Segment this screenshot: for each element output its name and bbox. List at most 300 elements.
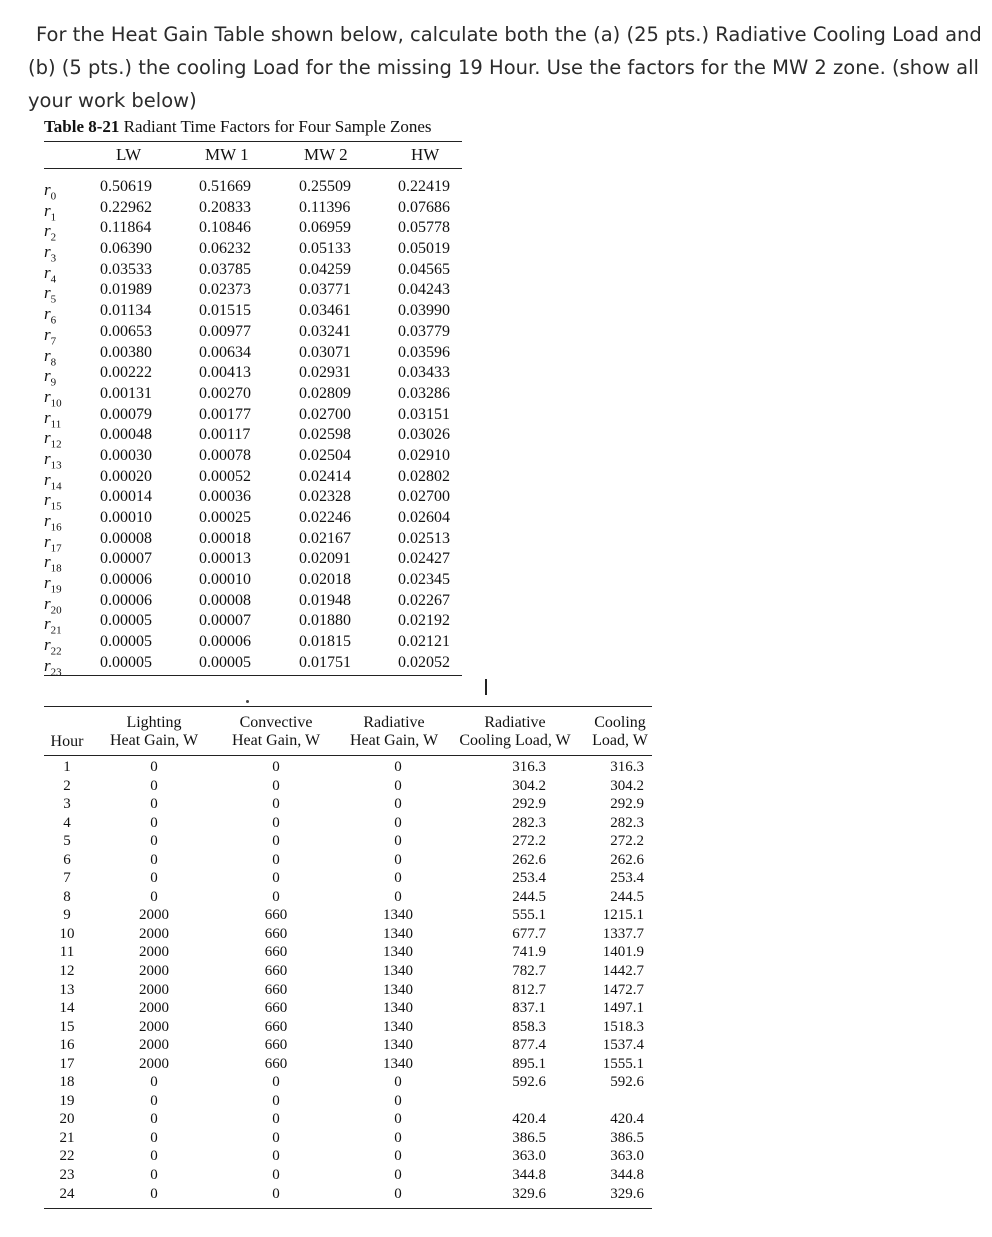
lighting-cell: 0 [150, 1074, 158, 1091]
table-cell: 0.00008 [199, 591, 251, 609]
table-row [44, 488, 462, 513]
row-symbol: r [44, 593, 51, 613]
header-line: Cooling [594, 714, 646, 731]
column-header-lighting [98, 714, 210, 750]
cooling-load-cell: 1401.9 [602, 944, 644, 961]
table-row [44, 446, 462, 472]
cooling-load-cell: 329.6 [610, 1185, 644, 1202]
convective-cell: 0 [272, 870, 280, 887]
table-row [44, 1130, 652, 1149]
radiative-cooling-load-cell: 858.3 [512, 1018, 546, 1035]
table-cell: 0.06390 [100, 240, 152, 258]
column-header-radiative-cooling-load [454, 714, 576, 750]
header-line: Heat Gain, W [349, 732, 439, 749]
radiative-cooling-load-cell: 304.2 [512, 777, 546, 794]
hour-cell: 11 [59, 944, 75, 961]
table-cell: 0.02091 [299, 550, 351, 568]
lighting-cell: 0 [150, 1167, 158, 1184]
radiative-cooling-load-cell: 877.4 [512, 1037, 546, 1054]
convective-cell: 0 [272, 814, 280, 831]
convective-cell: 0 [272, 777, 280, 794]
table-cell: 0.00078 [199, 446, 251, 464]
cooling-load-cell: 1337.7 [602, 925, 644, 942]
table-cell: 0.01751 [299, 653, 351, 671]
radiative-cell: 0 [394, 833, 402, 850]
table-cell: 0.06959 [299, 219, 351, 237]
row-subscript: 6 [50, 314, 57, 327]
column-header-lw: LW [116, 145, 142, 164]
radiative-cell: 0 [394, 1074, 402, 1091]
cooling-load-cell: 1442.7 [602, 963, 644, 980]
table-cell: 0.03286 [398, 384, 450, 402]
text-cursor-mark [485, 679, 487, 695]
table-cell: 0.00653 [100, 322, 152, 340]
table-cell: 0.00131 [100, 384, 152, 402]
row-subscript: 12 [50, 438, 62, 451]
radiative-cell: 1340 [383, 1055, 413, 1072]
table-cell: 0.00270 [199, 384, 251, 402]
table-cell: 0.05778 [398, 219, 450, 237]
row-symbol: r [44, 655, 51, 675]
column-header-radiative [338, 714, 450, 750]
table-cell: 0.00177 [199, 405, 251, 423]
row-symbol: r [44, 283, 51, 303]
table-cell: 0.04259 [299, 260, 351, 278]
column-header-convective [220, 714, 332, 750]
convective-cell: 0 [272, 888, 280, 905]
hour-cell: 24 [59, 1185, 75, 1202]
radiative-cooling-load-cell: 344.8 [512, 1167, 546, 1184]
radiative-cooling-load-cell: 272.2 [512, 833, 546, 850]
radiative-cooling-load-cell: 895.1 [512, 1055, 546, 1072]
row-symbol: r [44, 345, 51, 365]
radiative-cooling-load-cell: 677.7 [512, 925, 546, 942]
table-row [44, 1000, 652, 1019]
radiative-cell: 0 [394, 888, 402, 905]
table-row [44, 364, 462, 389]
cooling-load-cell: 304.2 [610, 777, 644, 794]
table-cell: 0.05019 [398, 240, 450, 258]
cooling-load-cell: 1537.4 [602, 1037, 644, 1054]
hour-cell: 16 [59, 1037, 75, 1054]
table-cell: 0.05133 [299, 240, 351, 258]
column-header-mw2: MW 2 [304, 145, 348, 164]
table-cell: 0.02345 [398, 571, 450, 589]
table-cell: 0.02809 [299, 384, 351, 402]
convective-cell: 0 [272, 1092, 280, 1109]
hour-cell: 12 [59, 963, 75, 980]
row-subscript: 20 [50, 604, 62, 617]
radiative-cell: 1340 [383, 981, 413, 998]
table-row [44, 1037, 652, 1056]
table-row [44, 778, 652, 797]
table-cell: 0.00020 [100, 467, 152, 485]
table-row [44, 796, 652, 815]
header-line: Load, W [592, 732, 648, 749]
table-row [44, 591, 462, 617]
table-cell: 0.00380 [100, 343, 152, 361]
table-cell: 0.00014 [100, 488, 152, 506]
table-row [44, 322, 462, 348]
table-row [44, 633, 462, 658]
row-subscript: 19 [50, 583, 62, 596]
radiant-time-factors-table [44, 117, 462, 679]
row-symbol: r [44, 242, 51, 262]
convective-cell: 0 [272, 833, 280, 850]
convective-cell: 0 [272, 1074, 280, 1091]
table-row [44, 852, 652, 871]
cooling-load-cell: 1472.7 [602, 981, 644, 998]
table-cell: 0.00977 [199, 322, 251, 340]
table-cell: 0.03990 [398, 302, 450, 320]
hour-cell: 5 [63, 833, 71, 850]
table-cell: 0.01134 [100, 302, 152, 320]
hour-cell: 8 [63, 888, 71, 905]
table-row [44, 260, 462, 286]
convective-cell: 0 [272, 851, 280, 868]
row-symbol: r [44, 552, 51, 572]
row-symbol: r [44, 448, 51, 468]
table-caption [44, 117, 462, 141]
cooling-load-cell: 1497.1 [602, 1000, 644, 1017]
radiative-cell: 1340 [383, 1018, 413, 1035]
radiative-cooling-load-cell: 292.9 [512, 796, 546, 813]
hour-cell: 20 [59, 1111, 75, 1128]
radiative-cell: 0 [394, 1167, 402, 1184]
table-cell: 0.02018 [299, 571, 351, 589]
row-symbol: r [44, 573, 51, 593]
row-subscript: 13 [50, 459, 62, 472]
table-cell: 0.02598 [299, 426, 351, 444]
table-row [44, 1186, 652, 1205]
table-cell: 0.02267 [398, 591, 450, 609]
convective-cell: 0 [272, 1167, 280, 1184]
header-line: Lighting [126, 714, 182, 731]
header-line: Convective [239, 714, 313, 731]
row-symbol: r [44, 324, 51, 344]
table-cell: 0.02802 [398, 467, 450, 485]
lighting-cell: 0 [150, 796, 158, 813]
table-cell: 0.02513 [398, 529, 450, 547]
table-cell: 0.02373 [199, 281, 251, 299]
radiative-cooling-load-cell: 420.4 [512, 1111, 546, 1128]
table-row [44, 907, 652, 926]
row-subscript: 2 [50, 231, 57, 244]
table-row [44, 889, 652, 908]
row-symbol: r [44, 490, 51, 510]
table-cell: 0.02604 [398, 509, 450, 526]
radiative-cooling-load-cell: 592.6 [512, 1074, 546, 1091]
heat-gain-table [44, 706, 652, 1209]
convective-cell: 0 [272, 1129, 280, 1146]
convective-cell: 0 [272, 1111, 280, 1128]
table-cell: 0.02328 [299, 488, 351, 506]
table-row [44, 571, 462, 596]
table-cell: 0.02052 [398, 653, 450, 671]
table-row [44, 612, 462, 637]
table-cell: 0.00007 [199, 612, 251, 630]
table-row [44, 1148, 652, 1167]
row-symbol: r [44, 469, 51, 489]
lighting-cell: 2000 [139, 981, 169, 998]
table-cell: 0.00117 [199, 426, 251, 444]
radiative-cooling-load-cell: 244.5 [512, 888, 546, 905]
table-cell: 0.03771 [299, 281, 351, 299]
radiative-cell: 0 [394, 759, 402, 775]
table-cell: 0.03071 [299, 343, 351, 361]
radiative-cell: 0 [394, 796, 402, 813]
table-row [44, 870, 652, 889]
cooling-load-cell: 316.3 [610, 759, 644, 775]
convective-cell: 660 [264, 981, 288, 998]
table-cell: 0.03433 [398, 364, 450, 382]
table-cell: 0.02427 [398, 550, 450, 568]
lighting-cell: 0 [150, 1148, 158, 1165]
lighting-cell: 0 [150, 888, 158, 905]
cooling-load-cell: 1518.3 [602, 1018, 644, 1035]
table-cell: 0.25509 [299, 178, 351, 195]
row-subscript: 14 [50, 480, 62, 493]
radiative-cell: 1340 [383, 944, 413, 961]
table-cell: 0.06232 [199, 240, 251, 258]
table-cell: 0.02167 [299, 529, 351, 547]
radiative-cell: 0 [394, 777, 402, 794]
table-cell: 0.01815 [299, 633, 351, 651]
table-row [44, 1167, 652, 1186]
row-subscript: 15 [50, 500, 62, 513]
cooling-load-cell: 363.0 [610, 1148, 644, 1165]
hour-cell: 17 [59, 1055, 75, 1072]
row-symbol: r [44, 614, 51, 634]
row-symbol: r [44, 304, 51, 324]
table-cell: 0.01989 [100, 281, 152, 299]
radiative-cooling-load-cell: 782.7 [512, 963, 546, 980]
radiative-cooling-load-cell: 253.4 [512, 870, 546, 887]
cooling-load-cell: 344.8 [610, 1167, 644, 1184]
table-cell: 0.04243 [398, 281, 450, 299]
table-row [44, 281, 462, 306]
row-symbol: r [44, 386, 51, 406]
table-cell: 0.00222 [100, 364, 152, 382]
table-row [44, 467, 462, 493]
lighting-cell: 2000 [139, 944, 169, 961]
table-rule [44, 675, 462, 676]
convective-cell: 660 [264, 907, 288, 924]
radiative-cell: 1340 [383, 963, 413, 980]
cooling-load-cell: 592.6 [610, 1074, 644, 1091]
column-header-hw: HW [411, 145, 440, 164]
radiative-cell: 0 [394, 1111, 402, 1128]
lighting-cell: 0 [150, 1092, 158, 1109]
column-header-hour: Hour [50, 733, 84, 750]
table-cell: 0.00018 [199, 529, 251, 547]
table-cell: 0.03779 [398, 322, 450, 340]
table-cell: 0.07686 [398, 198, 450, 216]
lighting-cell: 0 [150, 1185, 158, 1202]
row-subscript: 22 [50, 645, 62, 658]
radiative-cell: 1340 [383, 1037, 413, 1054]
table-cell: 0.01880 [299, 612, 351, 630]
table-row [44, 405, 462, 430]
row-subscript: 4 [50, 273, 57, 286]
table-cell: 0.03241 [299, 322, 351, 340]
lighting-cell: 2000 [139, 1000, 169, 1017]
table-row [44, 653, 462, 679]
question-line: your work below) [28, 89, 197, 112]
table-cell: 0.04565 [398, 260, 450, 278]
radiative-cooling-load-cell: 837.1 [512, 1000, 546, 1017]
table-cell: 0.00010 [100, 509, 152, 526]
table-cell: 0.00036 [199, 488, 251, 506]
hour-cell: 13 [59, 981, 75, 998]
radiative-cooling-load-cell: 363.0 [512, 1148, 546, 1165]
table-row [44, 982, 652, 1001]
lighting-cell: 2000 [139, 1018, 169, 1035]
hour-cell: 9 [63, 907, 71, 924]
table-row [44, 1093, 652, 1112]
convective-cell: 0 [272, 1148, 280, 1165]
row-symbol: r [44, 635, 51, 655]
table-row [44, 384, 462, 410]
row-subscript: 5 [50, 293, 57, 306]
convective-cell: 0 [272, 759, 280, 775]
table-cell: 0.02192 [398, 612, 450, 630]
hour-cell: 2 [63, 777, 71, 794]
row-symbol: r [44, 221, 51, 241]
hour-cell: 19 [59, 1092, 75, 1109]
table-cell: 0.20833 [199, 198, 251, 216]
hour-cell: 23 [59, 1167, 75, 1184]
table-rule [44, 1208, 652, 1209]
table-cell: 0.00005 [199, 653, 251, 671]
row-symbol: r [44, 180, 51, 199]
lighting-cell: 0 [150, 759, 158, 775]
table-row [44, 944, 652, 963]
row-symbol: r [44, 511, 51, 530]
table-row [44, 1056, 652, 1075]
table-cell: 0.03461 [299, 302, 351, 320]
cooling-load-cell: 292.9 [610, 796, 644, 813]
hour-cell: 1 [63, 759, 71, 775]
cooling-load-cell: 262.6 [610, 851, 644, 868]
table-cell: 0.03151 [398, 405, 450, 423]
table-row [44, 815, 652, 834]
table-cell: 0.03026 [398, 426, 450, 444]
radiative-cell: 0 [394, 1148, 402, 1165]
table-body [44, 169, 462, 679]
table-cell: 0.02246 [299, 509, 351, 526]
table-cell: 0.03596 [398, 343, 450, 361]
header-line: Heat Gain, W [109, 732, 199, 749]
convective-cell: 660 [264, 1018, 288, 1035]
table-cell: 0.50619 [100, 178, 152, 195]
header-line: Heat Gain, W [231, 732, 321, 749]
row-symbol: r [44, 366, 51, 386]
radiative-cooling-load-cell: 386.5 [512, 1129, 546, 1146]
header-line: Radiative [484, 714, 546, 731]
lighting-cell: 0 [150, 1111, 158, 1128]
hour-cell: 14 [59, 1000, 75, 1017]
row-symbol: r [44, 200, 51, 220]
radiative-cell: 1340 [383, 907, 413, 924]
row-symbol: r [44, 407, 51, 427]
table-row [44, 1111, 652, 1130]
hour-cell: 4 [63, 814, 71, 831]
row-subscript: 0 [50, 190, 57, 203]
question-line: (b) (5 pts.) the cooling Load for the missing 19 Hour. Use the factors for the MW 2 zone. (show all [28, 56, 979, 79]
hour-cell: 6 [63, 851, 71, 868]
table-row [44, 963, 652, 982]
table-cell: 0.00005 [100, 612, 152, 630]
convective-cell: 660 [264, 1000, 288, 1017]
table-cell: 0.02700 [398, 488, 450, 506]
radiative-cell: 0 [394, 870, 402, 887]
table-cell: 0.00025 [199, 509, 251, 526]
convective-cell: 660 [264, 944, 288, 961]
convective-cell: 0 [272, 796, 280, 813]
table-row [44, 759, 652, 778]
table-cell: 0.01515 [199, 302, 251, 320]
row-symbol: r [44, 531, 51, 551]
table-cell: 0.00413 [199, 364, 251, 382]
lighting-cell: 0 [150, 870, 158, 887]
table-row [44, 509, 462, 534]
cooling-load-cell: 253.4 [610, 870, 644, 887]
table-body [44, 756, 652, 1204]
hour-cell: 21 [59, 1129, 75, 1146]
table-cell: 0.03533 [100, 260, 152, 278]
table-cell: 0.00030 [100, 446, 152, 464]
radiative-cooling-load-cell: 555.1 [512, 907, 546, 924]
table-cell: 0.10846 [199, 219, 251, 237]
hour-cell: 3 [63, 796, 71, 813]
row-label [44, 656, 62, 678]
table-cell: 0.02700 [299, 405, 351, 423]
radiative-cell: 1340 [383, 925, 413, 942]
table-title: Radiant Time Factors for Four Sample Zones [123, 117, 432, 136]
table-cell: 0.00079 [100, 405, 152, 423]
table-row [44, 343, 462, 368]
cooling-load-cell: 1555.1 [602, 1055, 644, 1072]
row-symbol: r [44, 262, 51, 282]
stray-dot-mark [246, 700, 249, 703]
table-row [44, 833, 652, 852]
table-row [44, 426, 462, 451]
lighting-cell: 0 [150, 814, 158, 831]
radiative-cell: 0 [394, 1185, 402, 1202]
table-cell: 0.02121 [398, 633, 450, 651]
table-row [44, 198, 462, 224]
table-cell: 0.00008 [100, 529, 152, 547]
table-cell: 0.00634 [199, 343, 251, 361]
row-subscript: 10 [50, 397, 62, 410]
table-header-row [44, 707, 652, 755]
table-cell: 0.00006 [100, 571, 152, 589]
table-cell: 0.01948 [299, 591, 351, 609]
row-subscript: 7 [50, 335, 57, 348]
radiative-cooling-load-cell: 741.9 [512, 944, 546, 961]
table-row [44, 1019, 652, 1038]
hour-cell: 18 [59, 1074, 75, 1091]
table-row [44, 926, 652, 945]
lighting-cell: 0 [150, 833, 158, 850]
column-header-cooling-load [588, 714, 652, 750]
table-cell: 0.00013 [199, 550, 251, 568]
row-subscript: 1 [50, 211, 57, 224]
radiative-cell: 0 [394, 1092, 402, 1109]
cooling-load-cell: 282.3 [610, 814, 644, 831]
lighting-cell: 2000 [139, 925, 169, 942]
